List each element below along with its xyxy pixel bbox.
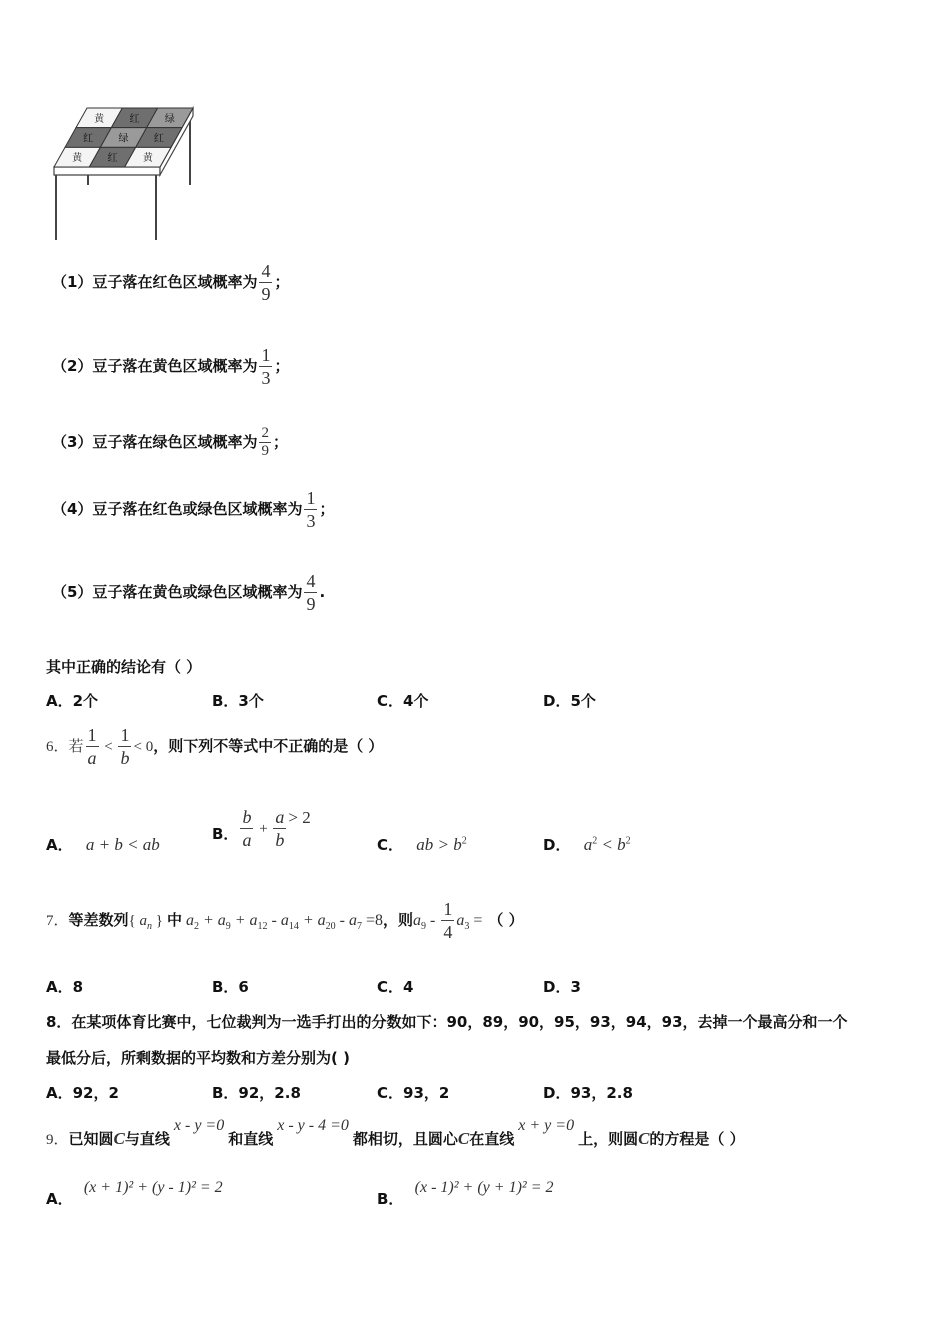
- statement-5-fraction: $\frac{4}{9}$: [306, 571, 316, 614]
- q7-option-a: A．8: [46, 978, 84, 996]
- statement-4-text: （4）豆子落在红色或绿色区域概率为: [52, 500, 303, 518]
- q8-option-a: A．92，2: [46, 1084, 119, 1102]
- q6-stem: 6．若 $\frac{1}{a}$ < $\frac{1}{b}$ < 0，则下列不等式中不正确的是（ ）: [46, 725, 384, 768]
- q9-option-b: B． (x - 1)² + (y + 1)² = 2: [377, 1179, 554, 1208]
- grid-cell-label: 黄: [72, 153, 83, 165]
- table-grid-figure: [48, 100, 198, 242]
- grid-cell-label: 红: [153, 133, 164, 145]
- q7-label: 等差数列: [68, 911, 129, 929]
- q5-option-d: D．5个: [543, 692, 596, 710]
- q6-option-c-math: ab > $b^2$: [416, 835, 467, 854]
- q7-option-d: D．3: [543, 978, 581, 996]
- q9-option-a: A． (x + 1)² + (y - 1)² = 2: [46, 1179, 223, 1208]
- q7-option-c: C．4: [377, 978, 414, 996]
- grid-cell-label: 绿: [118, 133, 129, 145]
- q6-question: ，则下列不等式中不正确的是（ ）: [153, 737, 384, 755]
- q6-condition-tail: < 0: [133, 739, 154, 755]
- grid-cell-label: 红: [83, 133, 94, 145]
- q9-option-b-math: (x - 1)² + (y + 1)² = 2: [414, 1179, 554, 1196]
- q8-option-d: D．93，2.8: [543, 1084, 633, 1102]
- q9-line-3: x + y =0: [518, 1117, 575, 1134]
- statement-2: （2）豆子落在黄色区域概率为 $\frac{1}{3}$ ；: [52, 345, 290, 388]
- q7-fraction: $\frac{1}{4}$: [443, 899, 453, 942]
- statement-3-text: （3）豆子落在绿色区域概率为: [52, 433, 258, 451]
- statement-1-text: （1）豆子落在红色区域概率为: [52, 273, 258, 291]
- statement-5: （5）豆子落在黄色或绿色区域概率为 $\frac{4}{9}$ .: [52, 571, 326, 614]
- statement-4-fraction: $\frac{1}{3}$: [306, 488, 316, 531]
- q6-option-b-tail: > 2: [288, 808, 311, 827]
- q6-option-d: D． $a^2 < b^2$: [543, 835, 631, 854]
- statement-2-text: （2）豆子落在黄色区域概率为: [52, 357, 258, 375]
- q7-target: $a_9$ -: [413, 912, 440, 933]
- q6-option-a: A． a + b < ab: [46, 835, 160, 854]
- q7-option-b: B．6: [212, 978, 249, 996]
- statement-4: （4）豆子落在红色或绿色区域概率为 $\frac{1}{3}$ ；: [52, 488, 335, 531]
- q9-stem: 9．已知圆C与直线x - y =0和直线x - y - 4 =0都相切，且圆心C在直线x + y =0上，则圆C的方程是（ ）: [46, 1117, 745, 1148]
- grid-cell-label: 红: [129, 113, 140, 125]
- q9-line-1: x - y =0: [173, 1117, 225, 1134]
- q8-stem-line-2: 最低分后，所剩数据的平均数和方差分别为( ): [46, 1049, 350, 1067]
- statement-5-text: （5）豆子落在黄色或绿色区域概率为: [52, 583, 303, 601]
- q8-option-c: C．93，2: [377, 1084, 450, 1102]
- q6-option-d-math: $a^2 < b^2$: [583, 835, 631, 854]
- q6-option-b-fraction-1: $\frac{b}{a}$: [242, 807, 252, 850]
- q6-number: 6．若: [46, 739, 84, 755]
- statement-1-fraction: $\frac{4}{9}$: [261, 261, 271, 304]
- statement-2-fraction: $\frac{1}{3}$: [261, 345, 271, 388]
- q6-option-c: C． ab > $b^2$: [377, 835, 467, 854]
- q6-fraction-a: $\frac{1}{a}$: [87, 725, 97, 768]
- grid-cell-label: 黄: [142, 153, 153, 165]
- q9-line-2: x - y - 4 =0: [277, 1117, 349, 1134]
- q7-stem: 7．等差数列{ $a_n$ } 中 $a_2 + a_9 + a_{12} - a_{14} + a_{20} - a_7 =8$，则$a_9$ - $\frac{1}{4}$ $a_3$ = （ ）: [46, 899, 524, 942]
- q8-stem-line-1: 8．在某项体育比赛中，七位裁判为一选手打出的分数如下：90，89，90，95，93，94，93，去掉一个最高分和一个: [46, 1013, 848, 1031]
- statement-3: （3）豆子落在绿色区域概率为 $\frac{2}{9}$ ；: [52, 425, 288, 459]
- statement-3-fraction: $\frac{2}{9}$: [261, 425, 269, 459]
- q5-option-b: B．3个: [212, 692, 264, 710]
- q6-option-a-math: a + b < ab: [85, 835, 160, 854]
- q5-option-a: A．2个: [46, 692, 99, 710]
- q6-option-b: B． $\frac{b}{a}$ + $\frac{a}{b}$ > 2: [212, 807, 311, 850]
- grid-cell-label: 红: [107, 153, 118, 165]
- q7-expression: $a_2 + a_9 + a_{12} - a_{14} + a_{20} - a_7 =8$: [185, 912, 384, 933]
- statement-1: （1）豆子落在红色区域概率为 $\frac{4}{9}$ ；: [52, 261, 290, 304]
- q8-option-b: B．92，2.8: [212, 1084, 301, 1102]
- q9-option-a-math: (x + 1)² + (y - 1)² = 2: [83, 1179, 223, 1196]
- q6-option-b-fraction-2: $\frac{a}{b}$: [275, 807, 285, 850]
- grid-cell-label: 绿: [164, 113, 175, 125]
- grid-cell-label: 黄: [94, 113, 105, 125]
- q6-fraction-b: $\frac{1}{b}$: [120, 725, 130, 768]
- q5-option-c: C．4个: [377, 692, 429, 710]
- q5-prompt: 其中正确的结论有（ ）: [46, 658, 202, 676]
- q7-sequence: { $a_n$ }: [128, 913, 163, 932]
